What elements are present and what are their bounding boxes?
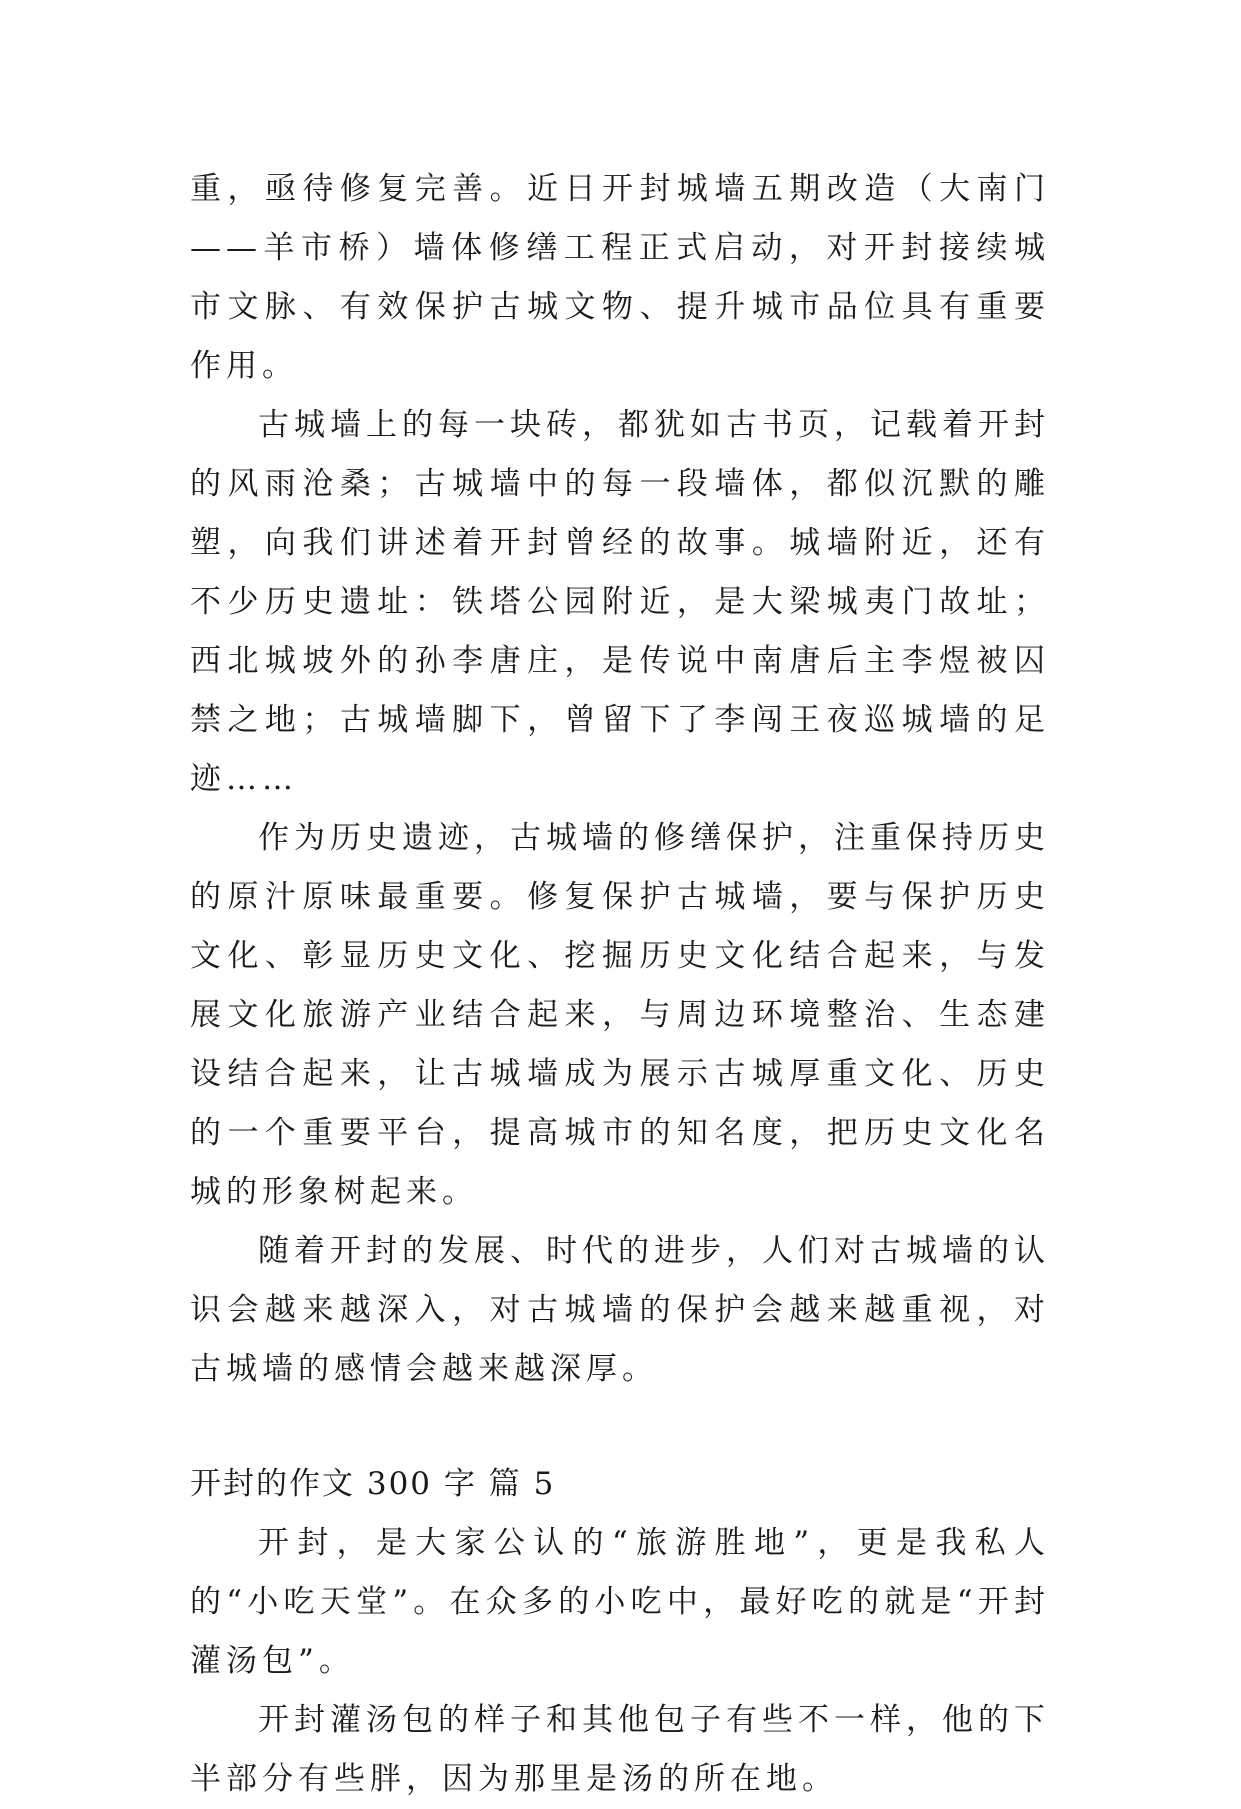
paragraph-city-wall-history: 古城墙上的每一块砖，都犹如古书页，记载着开封的风雨沧桑；古城墙中的每一段墙体，都似沉默的雕塑，向我们讲述着开封曾经的故事。城墙附近，还有不少历史遗址：铁塔公园附近，是大梁城夷门故址；西北城坡外的孙李唐庄，是传说中南唐后主李煜被囚禁之地；古城墙脚下，曾留下了李闯王夜巡城墙的足迹…… [190, 407, 1050, 797]
paragraph-development: 随着开封的发展、时代的进步，人们对古城墙的认识会越来越深入，对古城墙的保护会越来越重视，对古城墙的感情会越来越深厚。 [190, 1233, 1050, 1387]
paragraph-restoration: 作为历史遗迹，古城墙的修缮保护，注重保持历史的原汁原味最重要。修复保护古城墙，要与保护历史文化、彰显历史文化、挖掘历史文化结合起来，与发展文化旅游产业结合起来，与周边环境整治、生态建设结合起来，让古城墙成为展示古城厚重文化、历史的一个重要平台，提高城市的知名度，把历史文化名城的形象树起来。 [190, 820, 1050, 1210]
paragraph-soup-dumpling: 开封灌汤包的样子和其他包子有些不一样，他的下半部分有些胖，因为那里是汤的所在地。 [190, 1702, 1050, 1797]
section-heading: 开封的作文 300 字 篇 5 [190, 1466, 556, 1502]
paragraph-snack-heaven: 开封，是大家公认的“旅游胜地”，更是我私人的“小吃天堂”。在众多的小吃中，最好吃的就是“开封灌汤包”。 [190, 1525, 1050, 1679]
paragraph-continued: 重，亟待修复完善。近日开封城墙五期改造（大南门——羊市桥）墙体修缮工程正式启动，对开封接续城市文脉、有效保护古城文物、提升城市品位具有重要作用。 [190, 171, 1050, 384]
document-body [190, 160, 1050, 1809]
section-spacer [190, 1399, 1050, 1455]
